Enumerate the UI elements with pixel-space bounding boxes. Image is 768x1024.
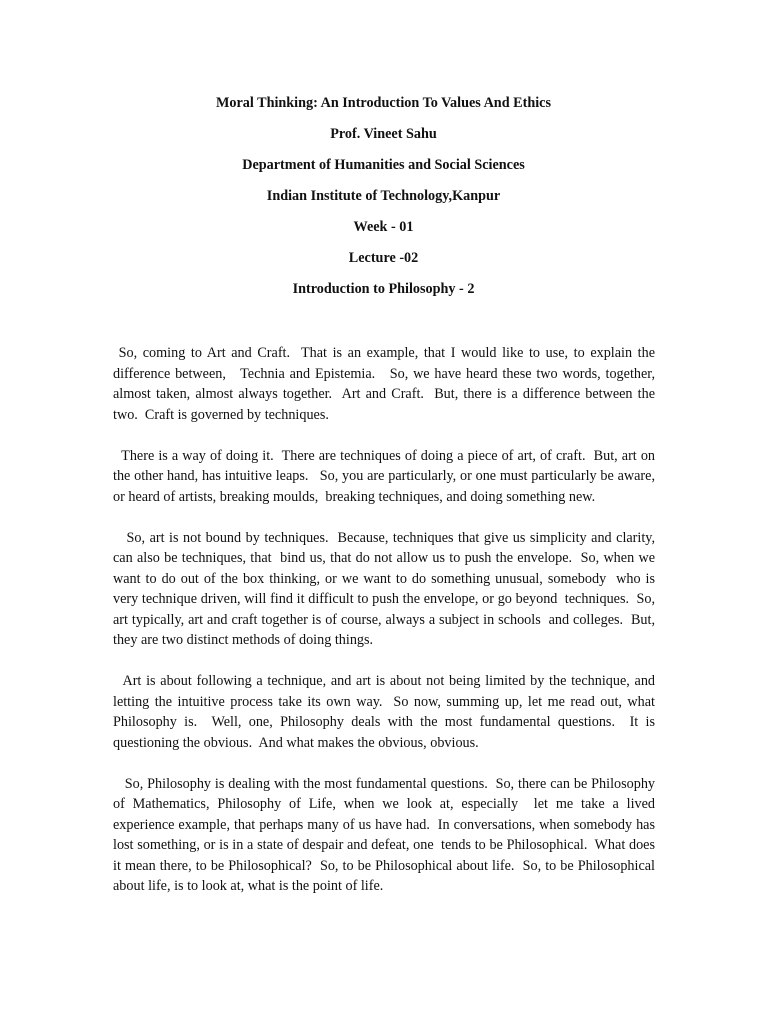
department-name: Department of Humanities and Social Sciences	[242, 157, 525, 173]
body-paragraph: So, Philosophy is dealing with the most fundamental questions. So, there can be Philosophy of Mathematics, Philosophy of Life, when we look at, especially let me take a lived experience example, that perhaps many of us have had. In conversations, when somebody has lost something, or is in a state of despair and defeat, one tends to be Philosophical. What does it mean there, to be Philosophical? So, to be Philosophical about life. So, to be Philosophical about life, is to look at, what is the point of life.	[113, 775, 659, 894]
topic-title: Introduction to Philosophy - 2	[292, 281, 475, 297]
course-title: Moral Thinking: An Introduction To Values And Ethics	[216, 95, 551, 111]
body-paragraph: So, art is not bound by techniques. Because, techniques that give us simplicity and clarity, can also be techniques, that bind us, that do not allow us to push the envelope. So, when we want to do out of the box thinking, or we want to do something unusual, somebody who is very technique driven, will find it difficult to push the envelope, or go beyond techniques. So, art typically, art and craft together is of course, always a subject in schools and colleges. But, they are two distinct methods of doing things.	[113, 529, 659, 648]
institute-name: Indian Institute of Technology,Kanpur	[266, 188, 501, 204]
body-paragraph: So, coming to Art and Craft. That is an example, that I would like to use, to explain the difference between, Technia and Epistemia. So, we have heard these two words, together, almost taken, almost always together. Art and Craft. But, there is a difference between the two. Craft is governed by techniques.	[113, 345, 659, 423]
document-header	[112, 93, 655, 310]
week-label: Week - 01	[353, 219, 414, 235]
body-paragraph: There is a way of doing it. There are techniques of doing a piece of art, of craft. But, art on the other hand, has intuitive leaps. So, you are particularly, or one must particularly be aware, or heard of artists, breaking moulds, breaking techniques, and doing something new.	[113, 447, 659, 505]
document-body	[113, 343, 659, 917]
professor-name: Prof. Vineet Sahu	[330, 126, 437, 142]
body-paragraph: Art is about following a technique, and art is about not being limited by the technique, and letting the intuitive process take its own way. So now, summing up, let me read out, what Philosophy is. Well, one, Philosophy deals with the most fundamental questions. It is questioning the obvious. And what makes the obvious, obvious.	[113, 673, 659, 751]
lecture-label: Lecture -02	[348, 250, 419, 266]
